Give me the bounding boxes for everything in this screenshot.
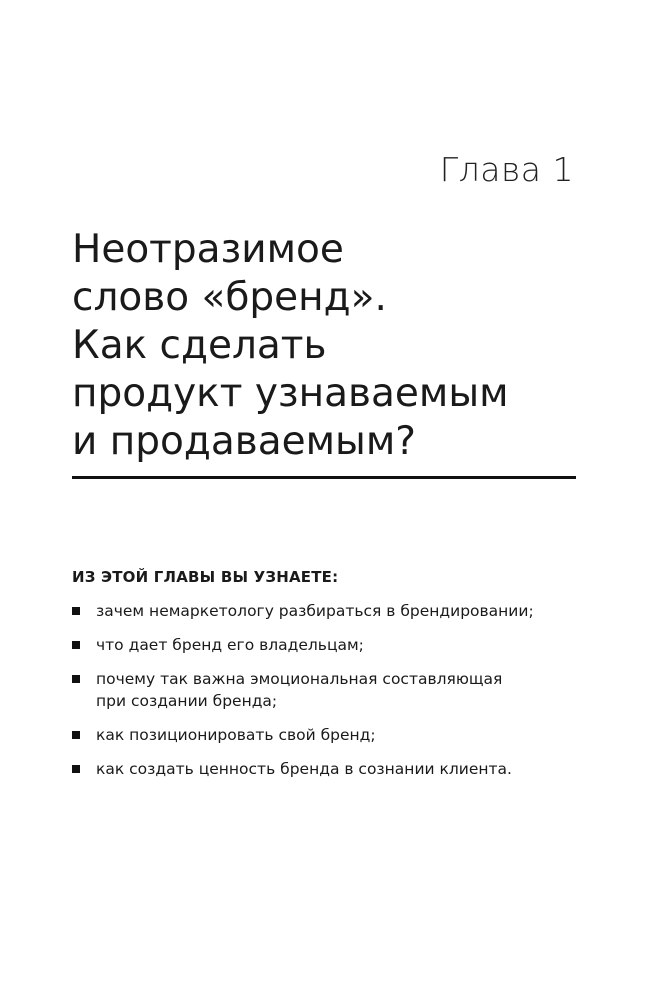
learn-list: [72, 600, 612, 792]
list-item-text: что дает бренд его владельцам;: [96, 636, 364, 654]
chapter-title-line: Неотразимое: [72, 227, 344, 272]
chapter-number: Глава 1: [439, 150, 574, 189]
square-bullet-icon: [72, 607, 80, 615]
list-item-text: как позиционировать свой бренд;: [96, 726, 376, 744]
list-item: [72, 668, 612, 712]
list-item: [72, 634, 612, 656]
square-bullet-icon: [72, 675, 80, 683]
list-item-text: почему так важна эмоциональная составляющая: [96, 670, 503, 688]
square-bullet-icon: [72, 765, 80, 773]
title-divider: [72, 476, 576, 479]
square-bullet-icon: [72, 731, 80, 739]
square-bullet-icon: [72, 641, 80, 649]
chapter-title-line: Как сделать: [72, 323, 327, 368]
list-item: [72, 724, 612, 746]
chapter-title-line: продукт узнаваемым: [72, 371, 509, 416]
list-item-text: при создании бренда;: [96, 692, 278, 710]
chapter-title-line: и продаваемым?: [72, 419, 416, 464]
list-item-text: зачем немаркетологу разбираться в брендировании;: [96, 602, 534, 620]
list-item-text: как создать ценность бренда в сознании клиента.: [96, 760, 512, 778]
list-item: [72, 758, 612, 780]
chapter-title: [72, 226, 602, 466]
list-item: [72, 600, 612, 622]
chapter-title-line: слово «бренд».: [72, 275, 387, 320]
learn-section-heading: ИЗ ЭТОЙ ГЛАВЫ ВЫ УЗНАЕТЕ:: [72, 568, 339, 586]
